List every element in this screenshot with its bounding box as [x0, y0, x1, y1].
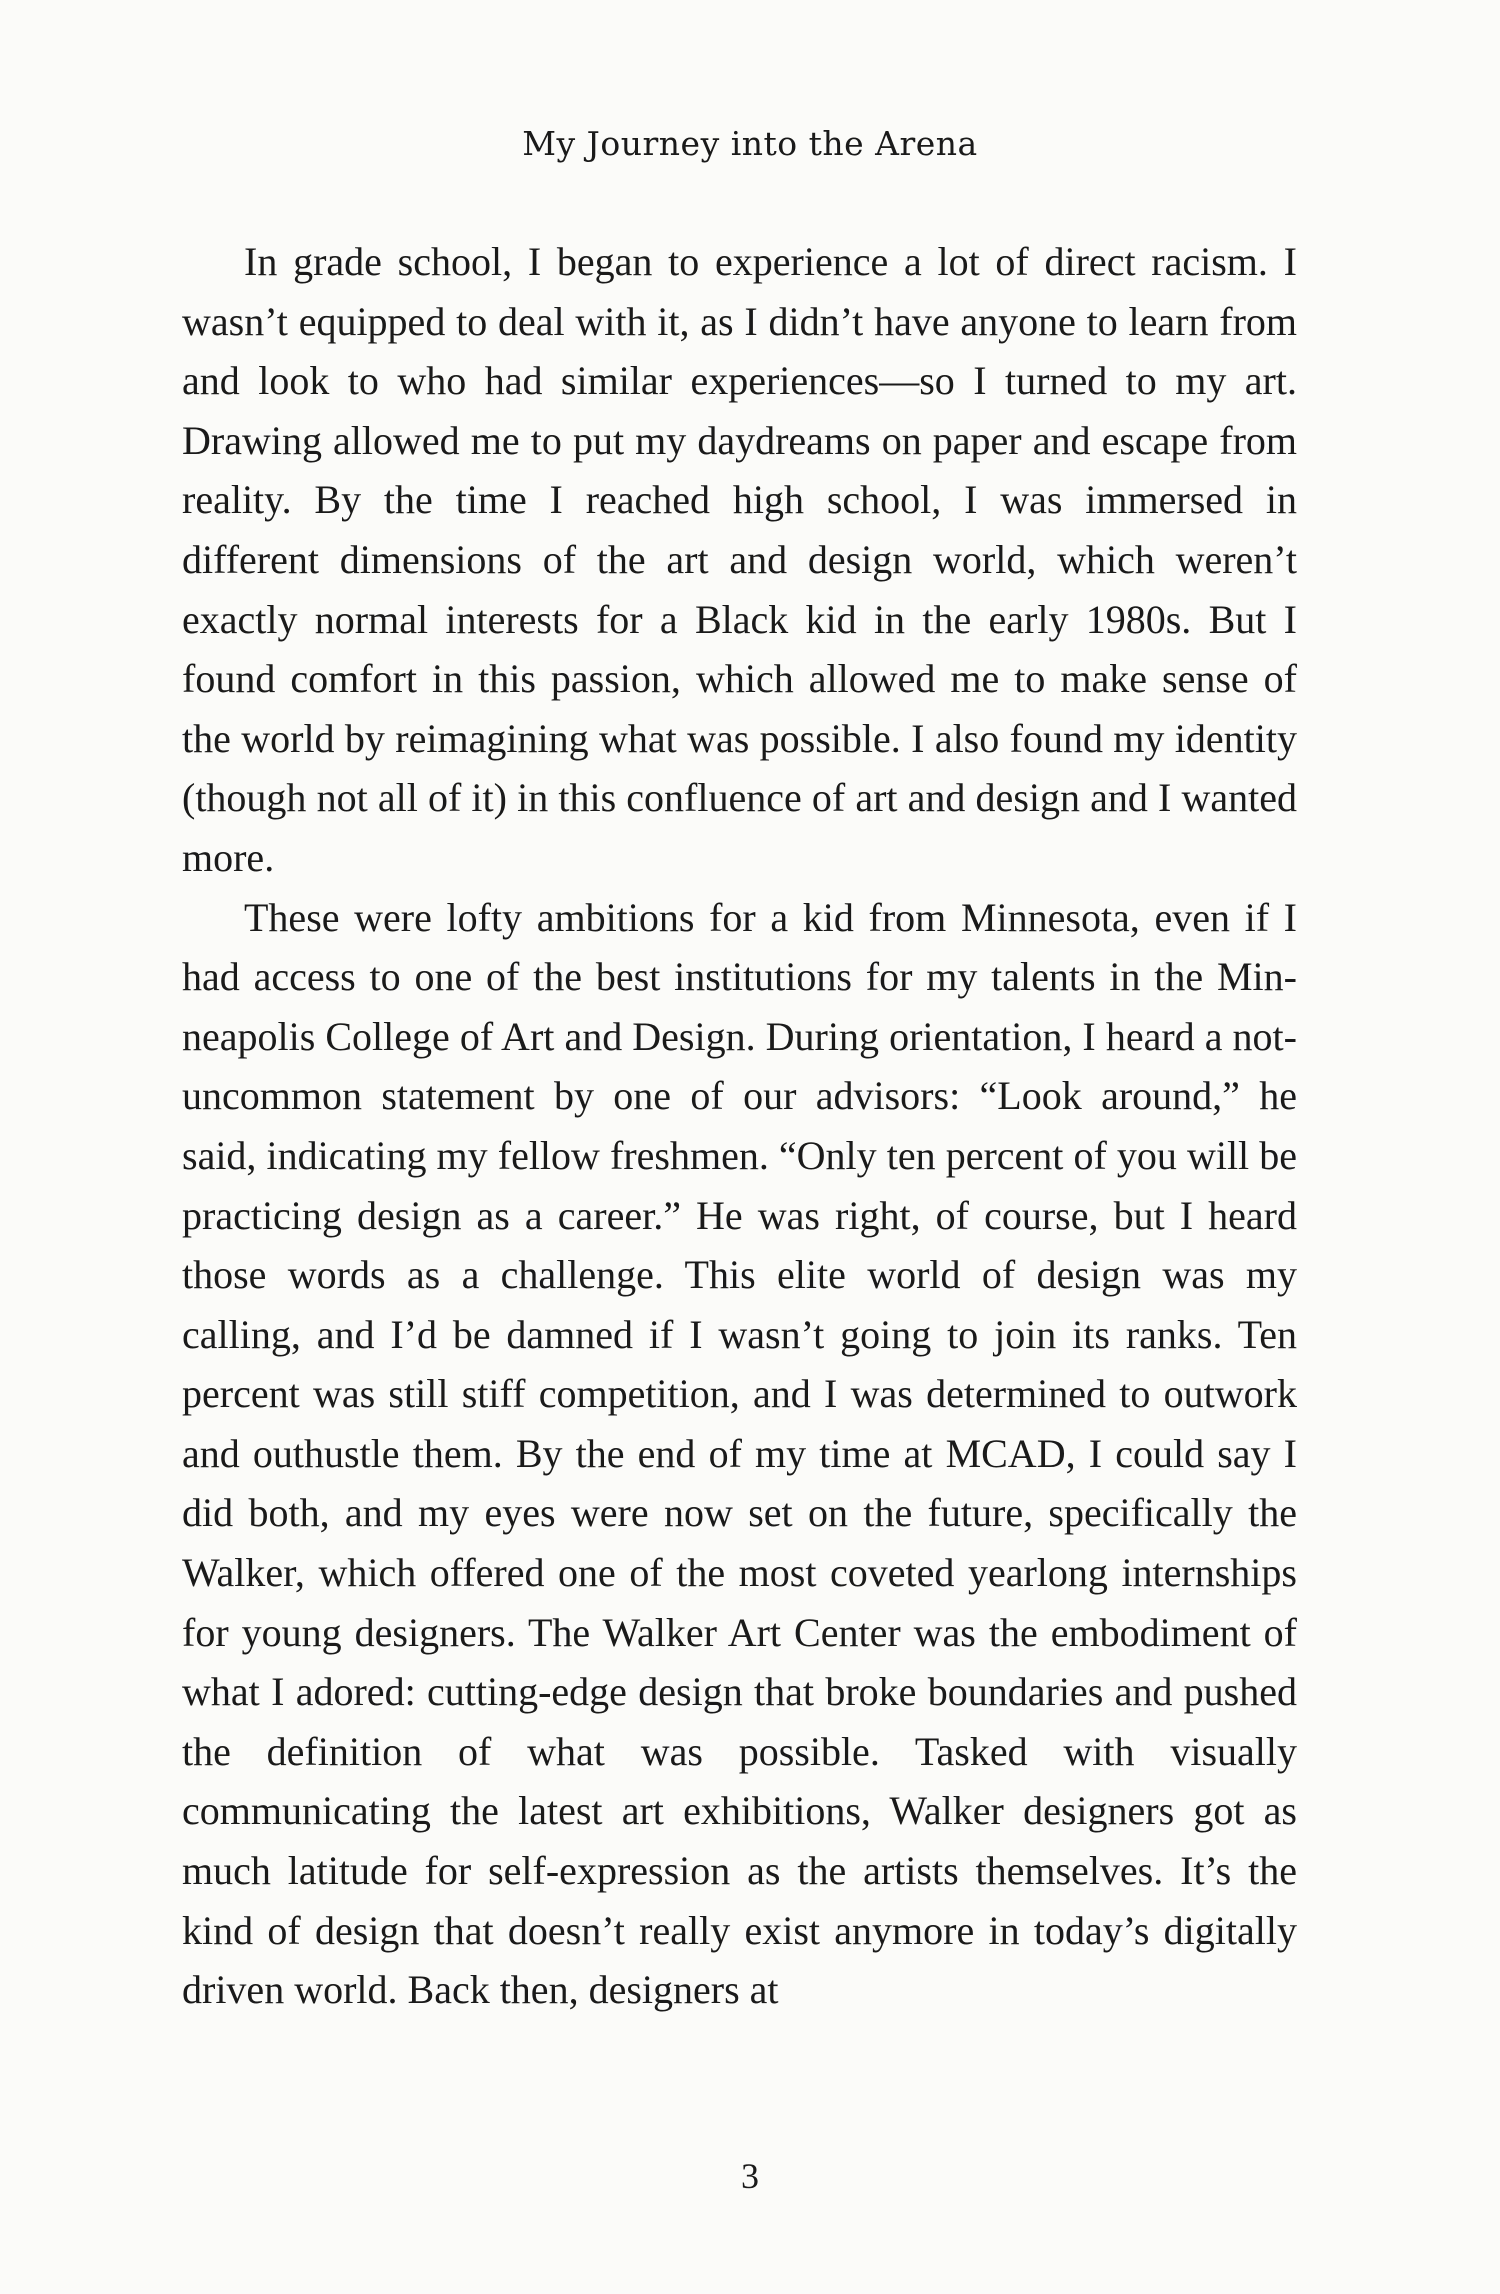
paragraph: These were lofty ambitions for a kid from Minnesota, even if I had access to one of the best institutions for my talents in the Minneapolis College of Art and Design. During orientation, I heard a not-uncommon statement by one of our advisors: “Look around,” he said, indicating my fellow freshmen. “Only ten percent of you will be practicing design as a career.” He was right, of course, but I heard those words as a challenge. This elite world of design was my calling, and I’d be damned if I wasn’t going to join its ranks. Ten percent was still stiff competition, and I was determined to outwork and outhustle them. By the end of my time at MCAD, I could say I did both, and my eyes were now set on the future, specifically the Walker, which offered one of the most coveted yearlong internships for young designers. The Walker Art Center was the embodiment of what I adored: cutting-edge design that broke boundaries and pushed the definition of what was possible. Tasked with visually communicating the latest art exhibitions, Walker designers got as much latitude for self-expression as the artists themselves. It’s the kind of design that doesn’t really exist anymore in today’s digitally driven world. Back then, designers at [182, 894, 1297, 2013]
paragraph: In grade school, I began to experience a lot of direct racism. I wasn’t equipped to deal with it, as I didn’t have anyone to learn from and look to who had similar experiences—so I turned to my art. Drawing allowed me to put my daydreams on paper and escape from reality. By the time I reached high school, I was immersed in different dimensions of the art and design world, which weren’t exactly normal interests for a Black kid in the early 1980s. But I found comfort in this passion, which allowed me to make sense of the world by reimagining what was possible. I also found my identity (though not all of it) in this confluence of art and design and I wanted more. [182, 239, 1297, 880]
page-number: 3 [741, 2156, 759, 2196]
body-text [182, 232, 1297, 2020]
running-head: My Journey into the Arena [522, 124, 978, 163]
